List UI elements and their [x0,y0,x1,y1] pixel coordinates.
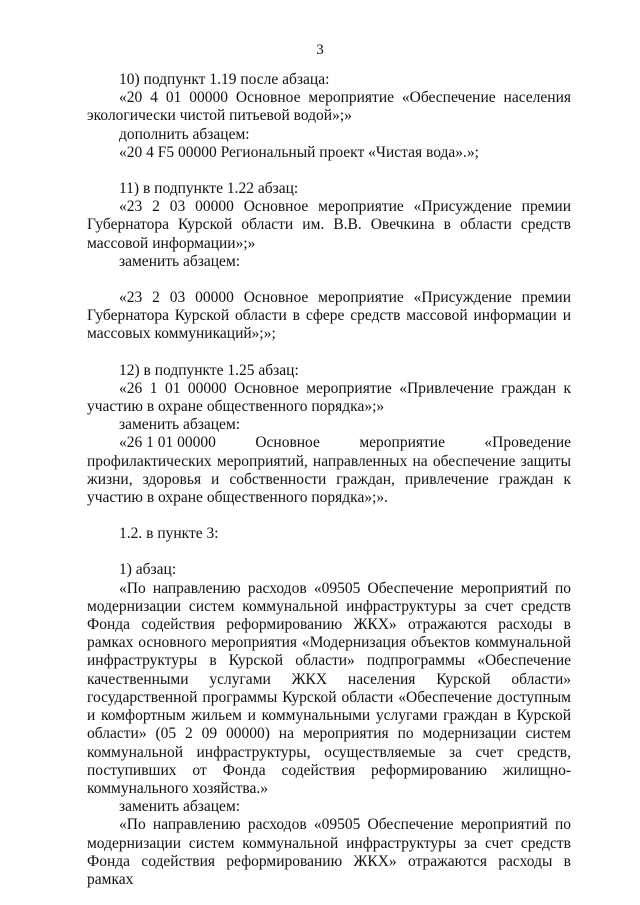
paragraph-quote-20-4-01: «20 4 01 00000 Основное мероприятие «Обеспечение населения экологически чистой питьевой водой»;» [87,89,571,125]
paragraph-item-11: 11) в подпункте 1.22 абзац: [119,180,299,198]
document-body [87,71,571,889]
page-number: 3 [316,42,324,58]
paragraph-quote-23-2-03-new: «23 2 03 00000 Основное мероприятие «Присуждение премии Губернатора Курской области в сфере средств массовой информации и массовых коммуникаций»;»; [87,289,571,343]
paragraph-item-10: 10) подпункт 1.19 после абзаца: [119,71,330,88]
paragraph-quote-09505-old: «По направлению расходов «09505 Обеспечение мероприятий по модернизации систем коммунальной инфраструктуры за счет средств Фонда содействия реформированию ЖКХ» отражаются расходы в рамках основного мероприятия «Модернизация объектов коммунальной инфраструктуры в Курской области» подпрограммы «Обеспечение качественными услугами ЖКХ населения Курской области» государственной программы Курской области «Обеспечение доступным и комфортным жильем и коммунальными услугами граждан в Курской области» (05 2 09 00000) на мероприятия по модернизации систем коммунальной инфраструктуры, осуществляемые за счет средств, поступивших от Фонда содействия реформированию жилищно-коммунального хозяйства.» [87,579,571,797]
word-osnovnoe: Основное [255,434,320,452]
paragraph-section-1-2: 1.2. в пункте 3: [119,525,219,543]
code-text: «26 1 01 00000 [119,434,216,452]
word-provedenie: «Проведение [484,434,571,452]
paragraph-quote-23-2-03-old: «23 2 03 00000 Основное мероприятие «Присуждение премии Губернатора Курской области им. В.В. Овечкина в области средств массовой информации»;» [87,198,571,252]
paragraph-replace-label-3: заменить абзацем: [119,798,241,816]
paragraph-item-1-abzac: 1) абзац: [119,561,177,579]
paragraph-replace-label-1: заменить абзацем: [119,252,241,270]
paragraph-quote-20-4-f5: «20 4 F5 00000 Региональный проект «Чистая вода».»; [119,143,479,161]
paragraph-quote-26-1-01-old: «26 1 01 00000 Основное мероприятие «Привлечение граждан к участию в охране общественного порядка»;» [87,379,571,416]
paragraph-quote-26-1-01-new-rest: профилактических мероприятий, направленных на обеспечение защиты жизни, здоровья и собственности граждан, привлечение граждан к участию в охране общественного порядка»;». [87,452,571,507]
word-meropriyatie: мероприятие [359,434,445,452]
paragraph-replace-label-2: заменить абзацем: [119,416,241,434]
paragraph-item-12: 12) в подпункте 1.25 абзац: [119,361,299,379]
paragraph-quote-26-1-01-new-first-line [87,434,571,452]
paragraph-add-label: дополнить абзацем: [119,125,250,143]
paragraph-quote-09505-new: «По направлению расходов «09505 Обеспечение мероприятий по модернизации систем коммунальной инфраструктуры за счет средств Фонда содействия реформированию ЖКХ» отражаются расходы в рамках [87,816,571,888]
